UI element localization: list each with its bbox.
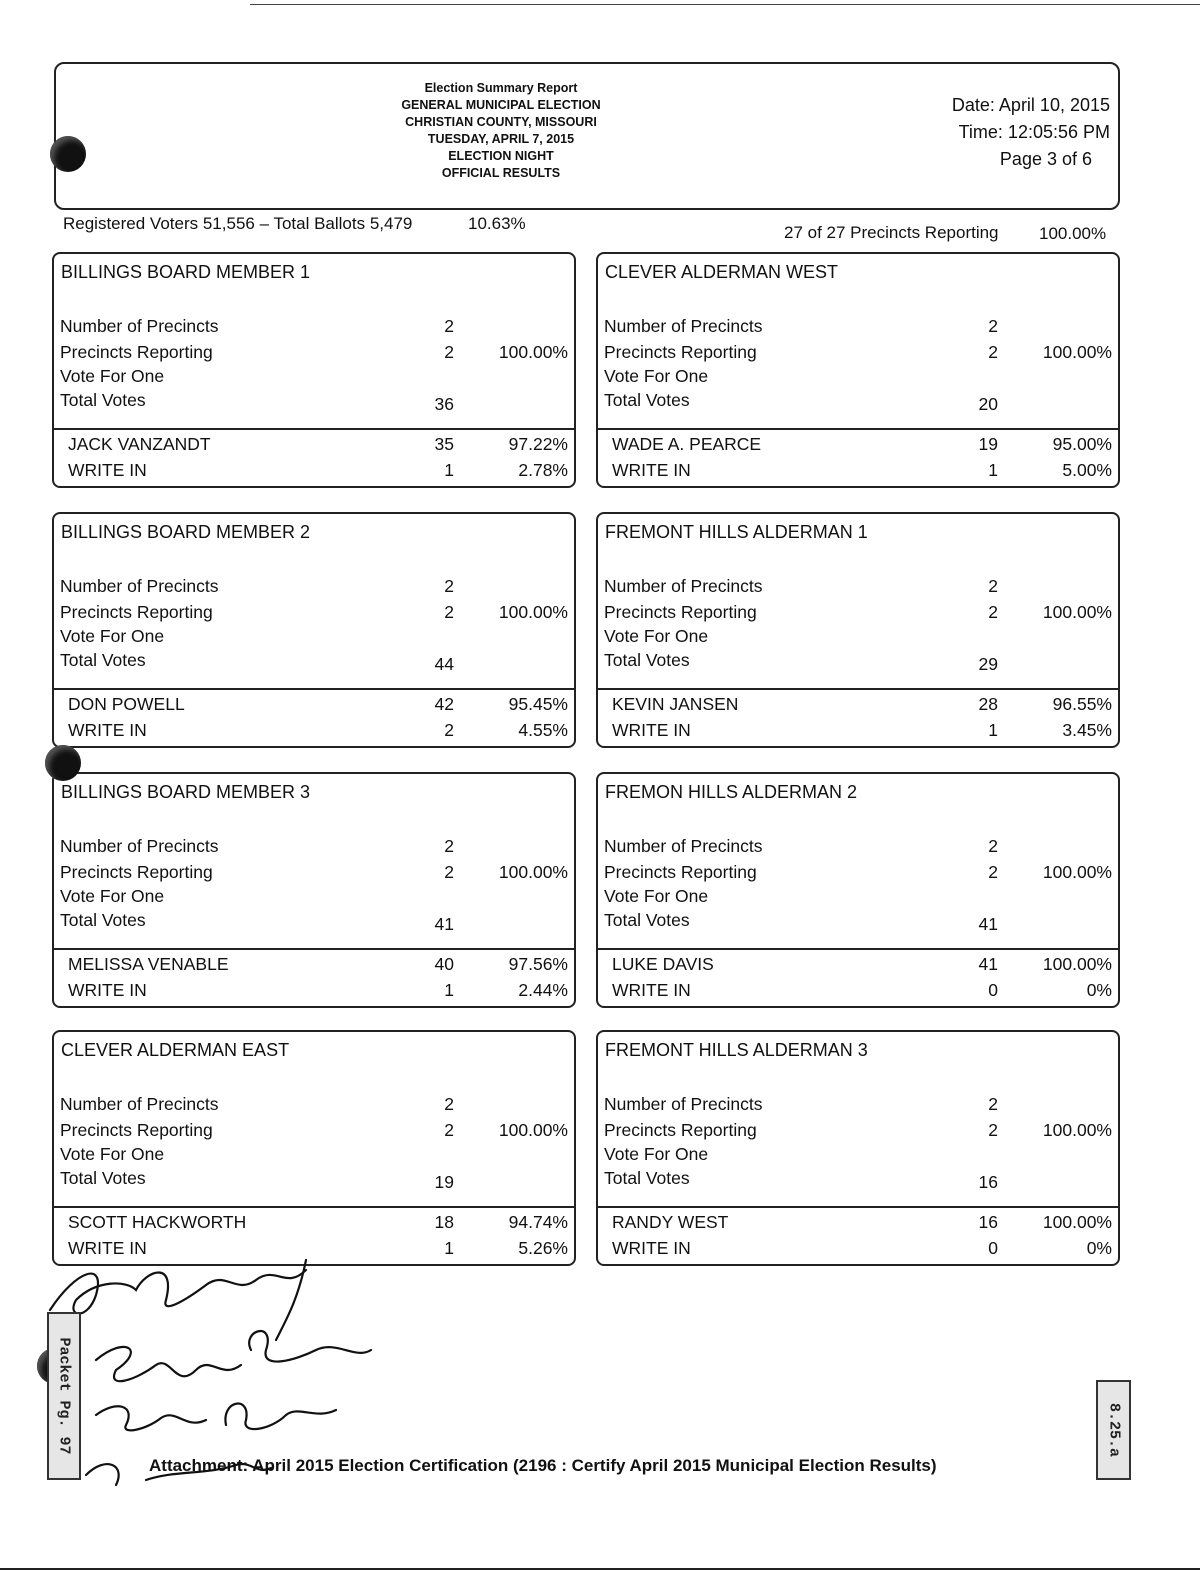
stat-percent: 100.00% xyxy=(1042,342,1112,362)
candidate-percent: 5.26% xyxy=(518,1238,568,1258)
stat-value: 2 xyxy=(444,342,454,362)
stat-percent: 100.00% xyxy=(498,862,568,882)
candidate-name: WRITE IN xyxy=(612,460,691,480)
stat-percent: 100.00% xyxy=(1042,602,1112,622)
stat-value: 2 xyxy=(444,576,454,596)
candidate-votes: 2 xyxy=(444,720,454,740)
candidate-votes: 16 xyxy=(978,1212,998,1232)
race-stat-row xyxy=(60,1144,574,1170)
race-divider xyxy=(54,688,574,690)
race-stat-row xyxy=(604,910,1118,936)
candidate-votes: 40 xyxy=(434,954,454,974)
report-title xyxy=(356,80,646,182)
candidate-name: WRITE IN xyxy=(68,980,147,1000)
race-stat-row xyxy=(60,366,574,392)
stat-label: Vote For One xyxy=(60,366,165,386)
stat-value: 19 xyxy=(434,1172,454,1192)
stat-label: Number of Precincts xyxy=(604,576,763,596)
stat-value: 2 xyxy=(444,316,454,336)
stat-percent: 100.00% xyxy=(1042,862,1112,882)
candidate-votes: 42 xyxy=(434,694,454,714)
candidate-name: SCOTT HACKWORTH xyxy=(68,1212,247,1232)
candidate-name: MELISSA VENABLE xyxy=(68,954,229,974)
stat-percent: 100.00% xyxy=(1042,1120,1112,1140)
stat-percent: 100.00% xyxy=(498,1120,568,1140)
candidate-percent: 94.74% xyxy=(508,1212,568,1232)
title-line: ELECTION NIGHT xyxy=(448,149,554,163)
stat-value: 2 xyxy=(444,1094,454,1114)
candidate-votes: 1 xyxy=(988,460,998,480)
race-stat-row xyxy=(604,576,1118,602)
candidate-votes: 41 xyxy=(978,954,998,974)
stat-value: 29 xyxy=(978,654,998,674)
stat-value: 41 xyxy=(434,914,454,934)
stat-percent: 100.00% xyxy=(498,342,568,362)
stat-value: 2 xyxy=(988,1120,998,1140)
candidate-percent: 100.00% xyxy=(1042,1212,1112,1232)
race-title: BILLINGS BOARD MEMBER 3 xyxy=(61,782,311,802)
candidate-votes: 1 xyxy=(988,720,998,740)
candidate-name: LUKE DAVIS xyxy=(612,954,714,974)
stat-value: 2 xyxy=(988,316,998,336)
race-stat-row xyxy=(604,650,1118,676)
candidate-row xyxy=(604,980,1118,1006)
race-stat-row xyxy=(60,836,574,862)
title-line: TUESDAY, APRIL 7, 2015 xyxy=(427,132,575,146)
report-date: Date: April 10, 2015 xyxy=(951,95,1110,115)
candidate-row xyxy=(604,460,1118,486)
candidate-row xyxy=(60,720,574,746)
top-rule xyxy=(250,4,1200,5)
packet-page-stamp xyxy=(47,1312,81,1480)
stat-label: Total Votes xyxy=(60,650,146,670)
stat-label: Number of Precincts xyxy=(60,576,219,596)
voters-ballots: Registered Voters 51,556 – Total Ballots 5,479 xyxy=(63,214,413,233)
candidate-name: KEVIN JANSEN xyxy=(612,694,739,714)
stat-value: 2 xyxy=(444,602,454,622)
race-divider xyxy=(54,428,574,430)
race-stat-row xyxy=(60,886,574,912)
stat-label: Precincts Reporting xyxy=(604,862,757,882)
race-box-billings-board-member-1 xyxy=(52,252,576,488)
stat-label: Vote For One xyxy=(604,366,709,386)
item-number-stamp xyxy=(1096,1380,1131,1480)
stat-value: 2 xyxy=(444,862,454,882)
race-stat-row xyxy=(604,342,1118,368)
stat-value: 44 xyxy=(434,654,454,674)
race-box-billings-board-member-3 xyxy=(52,772,576,1008)
stat-label: Total Votes xyxy=(604,390,690,410)
race-stat-row xyxy=(604,886,1118,912)
stat-value: 2 xyxy=(988,1094,998,1114)
stat-label: Number of Precincts xyxy=(604,836,763,856)
stat-label: Vote For One xyxy=(604,1144,709,1164)
race-divider xyxy=(598,1206,1118,1208)
punch-hole xyxy=(45,745,81,781)
candidate-name: JACK VANZANDT xyxy=(68,434,211,454)
candidate-votes: 35 xyxy=(434,434,454,454)
punch-hole xyxy=(50,136,86,172)
race-divider xyxy=(598,428,1118,430)
candidate-votes: 0 xyxy=(988,1238,998,1258)
candidate-votes: 0 xyxy=(988,980,998,1000)
candidate-row xyxy=(60,980,574,1006)
candidate-row xyxy=(604,1212,1118,1238)
title-line: Election Summary Report xyxy=(424,81,578,95)
stat-value: 2 xyxy=(988,836,998,856)
stat-label: Precincts Reporting xyxy=(60,602,213,622)
stat-label: Number of Precincts xyxy=(604,1094,763,1114)
candidate-row xyxy=(604,954,1118,980)
candidate-row xyxy=(604,1238,1118,1264)
race-box-fremont-hills-alderman-3 xyxy=(596,1030,1120,1266)
stat-value: 20 xyxy=(978,394,998,414)
candidate-percent: 97.22% xyxy=(508,434,568,454)
race-title: FREMONT HILLS ALDERMAN 3 xyxy=(605,1040,868,1060)
candidate-name: WRITE IN xyxy=(612,980,691,1000)
report-header xyxy=(54,62,1120,210)
race-stat-row xyxy=(604,862,1118,888)
race-stat-row xyxy=(604,1168,1118,1194)
race-box-clever-alderman-east xyxy=(52,1030,576,1266)
race-divider xyxy=(54,1206,574,1208)
stat-value: 2 xyxy=(988,602,998,622)
race-stat-row xyxy=(604,836,1118,862)
candidate-row xyxy=(60,434,574,460)
stat-value: 2 xyxy=(988,862,998,882)
race-stat-row xyxy=(60,1120,574,1146)
race-box-billings-board-member-2 xyxy=(52,512,576,748)
candidate-row xyxy=(604,694,1118,720)
candidate-percent: 97.56% xyxy=(508,954,568,974)
race-stat-row xyxy=(604,316,1118,342)
candidate-votes: 1 xyxy=(444,1238,454,1258)
stat-label: Precincts Reporting xyxy=(604,342,757,362)
candidate-name: WADE A. PEARCE xyxy=(612,434,762,454)
race-title: CLEVER ALDERMAN EAST xyxy=(61,1040,290,1060)
race-stat-row xyxy=(60,576,574,602)
stat-label: Total Votes xyxy=(604,910,690,930)
stat-label: Vote For One xyxy=(604,626,709,646)
race-divider xyxy=(598,688,1118,690)
stat-value: 16 xyxy=(978,1172,998,1192)
candidate-row xyxy=(60,460,574,486)
race-divider xyxy=(54,948,574,950)
race-title: FREMONT HILLS ALDERMAN 1 xyxy=(605,522,868,542)
race-stat-row xyxy=(60,1168,574,1194)
candidate-percent: 95.45% xyxy=(508,694,568,714)
race-stat-row xyxy=(604,1144,1118,1170)
race-title: FREMON HILLS ALDERMAN 2 xyxy=(605,782,858,802)
turnout-percent: 10.63% xyxy=(468,214,526,233)
stat-value: 36 xyxy=(434,394,454,414)
item-number-text: 8.25.a xyxy=(1105,1402,1122,1458)
race-box-clever-alderman-west xyxy=(596,252,1120,488)
candidate-percent: 5.00% xyxy=(1062,460,1112,480)
race-stat-row xyxy=(604,366,1118,392)
stat-label: Total Votes xyxy=(60,1168,146,1188)
candidate-name: WRITE IN xyxy=(68,1238,147,1258)
title-line: OFFICIAL RESULTS xyxy=(441,166,561,180)
stat-value: 2 xyxy=(444,836,454,856)
race-stat-row xyxy=(60,1094,574,1120)
race-stat-row xyxy=(60,602,574,628)
stat-label: Number of Precincts xyxy=(60,1094,219,1114)
stat-label: Vote For One xyxy=(60,626,165,646)
candidate-votes: 18 xyxy=(434,1212,454,1232)
precincts-reporting-summary: 27 of 27 Precincts Reporting xyxy=(784,223,999,242)
candidate-percent: 2.78% xyxy=(518,460,568,480)
stat-label: Precincts Reporting xyxy=(604,602,757,622)
candidate-votes: 28 xyxy=(978,694,998,714)
candidate-percent: 4.55% xyxy=(518,720,568,740)
stat-label: Number of Precincts xyxy=(604,316,763,336)
stat-value: 2 xyxy=(988,576,998,596)
candidate-row xyxy=(60,1212,574,1238)
race-stat-row xyxy=(604,1120,1118,1146)
candidate-percent: 2.44% xyxy=(518,980,568,1000)
bottom-rule xyxy=(0,1568,1200,1570)
stat-value: 2 xyxy=(444,1120,454,1140)
candidate-name: WRITE IN xyxy=(612,720,691,740)
race-box-fremon-hills-alderman-2 xyxy=(596,772,1120,1008)
stat-label: Total Votes xyxy=(60,910,146,930)
candidate-row xyxy=(604,434,1118,460)
candidate-percent: 3.45% xyxy=(1062,720,1112,740)
race-stat-row xyxy=(604,602,1118,628)
race-stat-row xyxy=(60,390,574,416)
stat-label: Number of Precincts xyxy=(60,836,219,856)
race-stat-row xyxy=(604,390,1118,416)
stat-label: Precincts Reporting xyxy=(60,862,213,882)
race-divider xyxy=(598,948,1118,950)
candidate-percent: 0% xyxy=(1086,980,1112,1000)
stat-label: Vote For One xyxy=(60,886,165,906)
stat-label: Precincts Reporting xyxy=(60,342,213,362)
race-stat-row xyxy=(60,910,574,936)
candidate-votes: 1 xyxy=(444,460,454,480)
stat-value: 2 xyxy=(988,342,998,362)
candidate-votes: 19 xyxy=(978,434,998,454)
race-stat-row xyxy=(604,626,1118,652)
title-line: GENERAL MUNICIPAL ELECTION xyxy=(401,98,601,112)
race-stat-row xyxy=(604,1094,1118,1120)
report-time: Time: 12:05:56 PM xyxy=(958,122,1110,142)
race-stat-row xyxy=(60,650,574,676)
race-stat-row xyxy=(60,626,574,652)
report-meta xyxy=(952,92,1110,173)
candidate-row xyxy=(60,694,574,720)
stat-label: Number of Precincts xyxy=(60,316,219,336)
race-title: BILLINGS BOARD MEMBER 1 xyxy=(61,262,311,282)
candidate-name: WRITE IN xyxy=(612,1238,691,1258)
race-title: CLEVER ALDERMAN WEST xyxy=(605,262,839,282)
race-box-fremont-hills-alderman-1 xyxy=(596,512,1120,748)
title-line: CHRISTIAN COUNTY, MISSOURI xyxy=(405,115,597,129)
stat-percent: 100.00% xyxy=(498,602,568,622)
packet-page-text: Packet Pg. 97 xyxy=(55,1337,73,1455)
candidate-name: WRITE IN xyxy=(68,460,147,480)
race-stat-row xyxy=(60,342,574,368)
candidate-name: RANDY WEST xyxy=(612,1212,729,1232)
race-stat-row xyxy=(60,862,574,888)
page-number: Page 3 of 6 xyxy=(999,149,1092,169)
candidate-name: DON POWELL xyxy=(68,694,185,714)
candidate-percent: 0% xyxy=(1086,1238,1112,1258)
candidate-row xyxy=(604,720,1118,746)
precincts-percent: 100.00% xyxy=(1039,224,1107,243)
candidate-votes: 1 xyxy=(444,980,454,1000)
candidate-percent: 100.00% xyxy=(1042,954,1112,974)
candidate-row xyxy=(60,954,574,980)
race-stat-row xyxy=(60,316,574,342)
candidate-percent: 96.55% xyxy=(1052,694,1112,714)
stat-label: Total Votes xyxy=(60,390,146,410)
stat-label: Precincts Reporting xyxy=(60,1120,213,1140)
stat-label: Total Votes xyxy=(604,650,690,670)
attachment-note: Attachment: April 2015 Election Certification (2196 : Certify April 2015 Municipal Election Results) xyxy=(149,1456,937,1475)
race-title: BILLINGS BOARD MEMBER 2 xyxy=(61,522,311,542)
stat-label: Total Votes xyxy=(604,1168,690,1188)
stat-label: Precincts Reporting xyxy=(604,1120,757,1140)
stat-label: Vote For One xyxy=(60,1144,165,1164)
stat-label: Vote For One xyxy=(604,886,709,906)
candidate-percent: 95.00% xyxy=(1052,434,1112,454)
candidate-name: WRITE IN xyxy=(68,720,147,740)
stat-value: 41 xyxy=(978,914,998,934)
